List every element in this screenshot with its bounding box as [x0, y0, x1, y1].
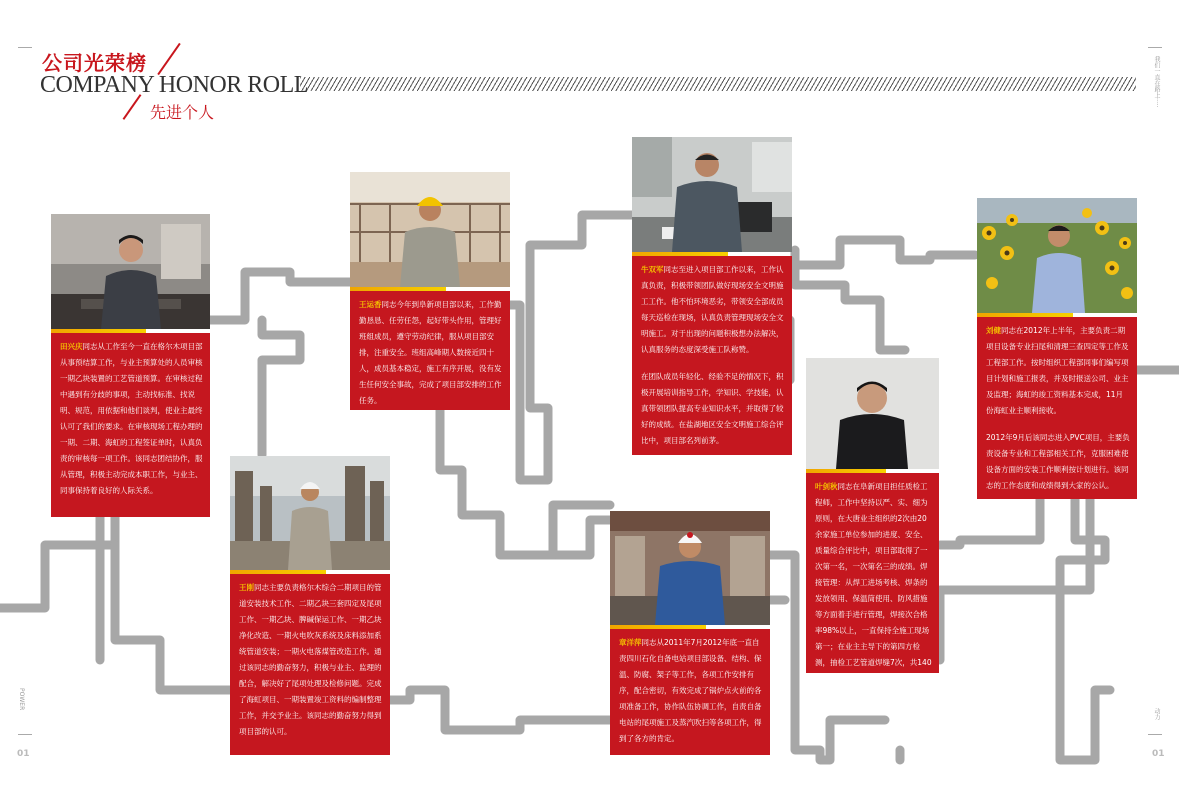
page-title-en: COMPANY HONOR ROLL — [40, 72, 308, 98]
photo-ye-jianqiu — [806, 358, 939, 469]
text2-liu-jian: 2012年9月后该同志进入PVC项目，主要负责设备专业和工程部相关工作，克服困难使设备方面的安装工作顺利按计划进行。该同志的工作态度和成绩得到大家的公认。 — [986, 433, 1130, 490]
text2-niu-shuangjun: 在团队成员年轻化、经验不足的情况下，积极开展培训指导工作，学知识、学技能，认真带领团队提高专业知识水平，并取得了较好的成绩。在盐湖地区安全文明施工综合评比中，项目部名列前茅。 — [641, 372, 784, 445]
name-liu-jian: 刘健 — [986, 326, 1001, 335]
name-wang-gang: 王刚 — [239, 583, 254, 592]
honor-card-wang-yunxiang — [350, 291, 510, 410]
right-vertical-slogan: 我们一直在路上····· — [1153, 56, 1160, 108]
left-vertical-label: POWER — [18, 688, 25, 711]
left-margin-tick-top — [18, 47, 32, 48]
text-ye-jianqiu: 同志在阜新项目担任质检工程师，工作中坚持以严、实、细为原则，在大唐业主组织的2次由20余家施工单位参加的进度、安全、质量综合评比中，项目部取得了一次第一名，一次第名三的成绩。焊接管理：从焊工进场考核、焊条的发放领用、保温筒使用、防风措施等方面着手进行管理，焊接次合格率98%以上，一直保持全施工现场第一；在业主主导下的第四方检测，抽检工艺管道焊缝7次，共140张RT照片，合格率100%，在大唐质量部组织的评比中均获得了高度评价。 — [815, 482, 932, 715]
name-zhang-yangping: 章洋萍 — [619, 638, 642, 647]
name-niu-shuangjun: 牛双军 — [641, 265, 664, 274]
right-margin-tick-top — [1148, 47, 1162, 48]
text-wang-yunxiang: 同志今年到阜新项目部以来，工作勤勤恳恳、任劳任怨，起好带头作用，管理好班组成员，遵守劳动纪律，服从项目部安排，注重安全。班组高峰期人数接近四十人，成员基本稳定，施工有序开展，没有发生任何安全事故，完成了项目部安排的工作任务。 — [359, 300, 502, 405]
text-tian-xingqing: 同志从工作至今一直在格尔木项目部从事预结算工作，与业主预算处的人员审核一期乙块装置的工艺管道预算。在审核过程中遇到有分歧的事项，主动找标准、找说明、规范，用依据和他们谈判，使业主最终认可了我们的要求。在审核现场工程办理的一期、二期、海虹的工程签证单时，认真负责的审核每一项工作。该同志团结协作，服从管理，积极主动完成本职工作，与业主、同事保持着良好的人际关系。 — [60, 342, 203, 495]
page-number-left: 01 — [17, 749, 30, 759]
honor-card-wang-gang — [230, 574, 390, 755]
name-wang-yunxiang: 王运香 — [359, 300, 382, 309]
right-margin-tick-bottom — [1148, 734, 1162, 735]
page-subtitle: 先进个人 — [150, 103, 215, 122]
photo-niu-shuangjun — [632, 137, 792, 252]
honor-card-niu-shuangjun — [632, 256, 792, 455]
right-vertical-label: 动力 — [1153, 708, 1160, 720]
text-wang-gang: 同志主要负责格尔木综合二期项目的管道安装技术工作、二期乙块三套四定及尾项工作、一期乙块、脾碱保运工作、一期乙块净化改造、一期火电吹灰系统及床料添加系统管道安装；一期火电落煤管改造工作。通过该同志的勤奋努力，积极与业主、监理的配合，解决好了尾项处理及检修问题。完成了海虹项目、一期装置竣工资料的编制整理工作，并交予业主。该同志的勤奋努力得到项目部的认可。 — [239, 583, 382, 736]
left-margin-tick-bottom — [18, 734, 32, 735]
page-number-right: 01 — [1152, 749, 1165, 759]
photo-wang-yunxiang — [350, 172, 510, 287]
text-niu-shuangjun: 同志至进入项目部工作以来，工作认真负责，积极带领团队做好现场安全文明施工工作。他不怕环境恶劣，带领安全部成员每天巡检在现场，认真负责管理现场安全文明施工。对于出现的问题积极想办法解决，认真服务的态度深受施工队称赞。 — [641, 265, 784, 354]
text-liu-jian: 同志在2012年上半年，主要负责二期项目设备专业扫尾和清理三查四定等工作及工程部工作。按时组织工程部同事们编写项目计划和施工报表，并及时报送公司、业主及监理；海虹的竣工资料基本完成，11月份海虹业主顺利接收。 — [986, 326, 1129, 415]
honor-card-ye-jianqiu — [806, 473, 939, 715]
photo-wang-gang — [230, 456, 390, 570]
text-zhang-yangping: 同志从2011年7月2012年底一直自责四川石化自备电站项目部设备、结构、保温、防腐、架子等工作，各项工作安排有序，配合密切，有效完成了锅炉点火前的各项准备工作，协作队伍协调工作，自责自备电站的尾项施工及蒸汽吹扫等各项工作，得到了各方的肯定。 — [619, 638, 762, 743]
name-tian-xingqing: 田兴庆 — [60, 342, 83, 351]
honor-card-zhang-yangping — [610, 629, 770, 755]
photo-tian-xingqing — [51, 214, 210, 329]
photo-zhang-yangping — [610, 511, 770, 625]
honor-card-tian-xingqing — [51, 333, 210, 517]
name-ye-jianqiu: 叶剑秋 — [815, 482, 838, 491]
photo-liu-jian — [977, 198, 1137, 313]
honor-card-liu-jian — [977, 317, 1137, 499]
page-title-cn: 公司光荣榜 — [42, 51, 147, 75]
hatched-header-band — [300, 77, 1136, 91]
